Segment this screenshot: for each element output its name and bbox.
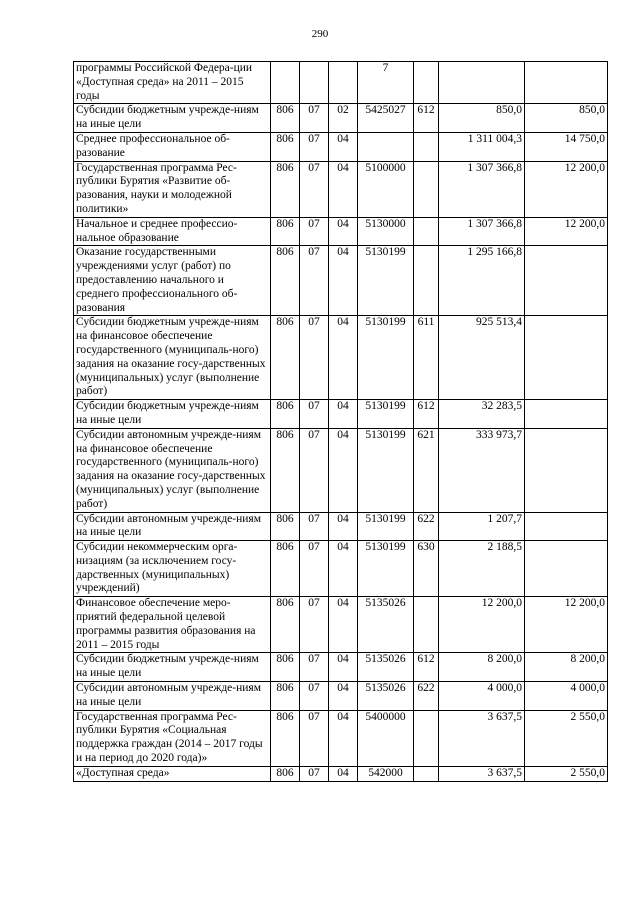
expense-type-cell [414, 161, 439, 217]
expense-type-cell [414, 766, 439, 781]
table-row [74, 400, 608, 429]
amount-federal-cell: 12 200,0 [525, 217, 608, 246]
section-code-cell: 07 [300, 597, 329, 653]
table-row [74, 132, 608, 161]
row-name-cell: Субсидии бюджетным учрежде-ниям на иные цели [74, 104, 271, 133]
amount-federal-cell: 14 750,0 [525, 132, 608, 161]
amount-federal-cell [525, 316, 608, 400]
section-code-cell: 07 [300, 161, 329, 217]
amount-federal-cell: 8 200,0 [525, 653, 608, 682]
department-code-cell: 806 [271, 132, 300, 161]
amount-cell: 1 307 366,8 [439, 217, 525, 246]
table-row [74, 710, 608, 766]
table-row [74, 682, 608, 711]
target-article-cell: 5130199 [358, 246, 414, 316]
section-code-cell: 07 [300, 217, 329, 246]
table-row [74, 62, 608, 104]
subsection-code-cell: 04 [329, 132, 358, 161]
target-article-cell: 5135026 [358, 653, 414, 682]
subsection-code-cell: 04 [329, 597, 358, 653]
row-name-cell: Субсидии бюджетным учрежде-ниям на иные цели [74, 653, 271, 682]
row-name-cell: программы Российской Федера-ции «Доступная среда» на 2011 – 2015 годы [74, 62, 271, 104]
department-code-cell: 806 [271, 653, 300, 682]
table-row [74, 428, 608, 512]
row-name-cell: Субсидии автономным учрежде-ниям на иные цели [74, 512, 271, 541]
amount-federal-cell: 850,0 [525, 104, 608, 133]
section-code-cell [300, 62, 329, 104]
target-article-cell: 5130199 [358, 541, 414, 597]
row-name-cell: Субсидии бюджетным учрежде-ниям на иные цели [74, 400, 271, 429]
expense-type-cell [414, 62, 439, 104]
subsection-code-cell: 04 [329, 161, 358, 217]
target-article-cell: 5135026 [358, 597, 414, 653]
table-row [74, 597, 608, 653]
department-code-cell: 806 [271, 428, 300, 512]
table-row [74, 512, 608, 541]
subsection-code-cell: 04 [329, 512, 358, 541]
row-name-cell: Государственная программа Рес-публики Бурятия «Социальная поддержка граждан (2014 – 2017 годы и на период до 2020 года)» [74, 710, 271, 766]
subsection-code-cell: 04 [329, 246, 358, 316]
table-row [74, 541, 608, 597]
department-code-cell: 806 [271, 710, 300, 766]
subsection-code-cell: 04 [329, 710, 358, 766]
subsection-code-cell: 04 [329, 766, 358, 781]
target-article-cell: 5130000 [358, 217, 414, 246]
amount-cell: 1 207,7 [439, 512, 525, 541]
table-row [74, 161, 608, 217]
expense-type-cell [414, 217, 439, 246]
expense-type-cell [414, 710, 439, 766]
row-name-cell: Оказание государственными учреждениями услуг (работ) по предоставлению начального и среднего профессионального об-разования [74, 246, 271, 316]
row-name-cell: Среднее профессиональное об-разование [74, 132, 271, 161]
section-code-cell: 07 [300, 710, 329, 766]
department-code-cell: 806 [271, 104, 300, 133]
amount-federal-cell [525, 62, 608, 104]
expense-type-cell: 612 [414, 653, 439, 682]
row-name-cell: Государственная программа Рес-публики Бурятия «Развитие об-разования, науки и молодежной политики» [74, 161, 271, 217]
target-article-cell [358, 132, 414, 161]
section-code-cell: 07 [300, 512, 329, 541]
table-row [74, 653, 608, 682]
budget-table [73, 61, 608, 782]
expense-type-cell [414, 132, 439, 161]
subsection-code-cell: 02 [329, 104, 358, 133]
target-article-cell: 5130199 [358, 512, 414, 541]
amount-federal-cell: 12 200,0 [525, 161, 608, 217]
amount-cell: 4 000,0 [439, 682, 525, 711]
expense-type-cell [414, 597, 439, 653]
amount-cell: 1 295 166,8 [439, 246, 525, 316]
target-article-cell: 5400000 [358, 710, 414, 766]
row-name-cell: Начальное и среднее профессио-нальное образование [74, 217, 271, 246]
amount-federal-cell [525, 400, 608, 429]
table-row [74, 217, 608, 246]
amount-federal-cell [525, 246, 608, 316]
section-code-cell: 07 [300, 246, 329, 316]
row-name-cell: Субсидии некоммерческим орга-низациям (за исключением госу-дарственных (муниципальных) учреждений) [74, 541, 271, 597]
amount-federal-cell: 4 000,0 [525, 682, 608, 711]
amount-cell: 3 637,5 [439, 710, 525, 766]
table-row [74, 246, 608, 316]
department-code-cell: 806 [271, 400, 300, 429]
amount-cell: 3 637,5 [439, 766, 525, 781]
subsection-code-cell: 04 [329, 428, 358, 512]
amount-cell: 1 311 004,3 [439, 132, 525, 161]
expense-type-cell: 621 [414, 428, 439, 512]
section-code-cell: 07 [300, 541, 329, 597]
target-article-cell: 542000 [358, 766, 414, 781]
amount-cell: 12 200,0 [439, 597, 525, 653]
amount-cell [439, 62, 525, 104]
expense-type-cell: 612 [414, 400, 439, 429]
section-code-cell: 07 [300, 682, 329, 711]
subsection-code-cell: 04 [329, 682, 358, 711]
department-code-cell: 806 [271, 161, 300, 217]
expense-type-cell: 630 [414, 541, 439, 597]
section-code-cell: 07 [300, 428, 329, 512]
row-name-cell: Субсидии автономным учрежде-ниям на финансовое обеспечение государственного (муниципаль-ного) задания на оказание госу-дарственных (муниципальных) услуг (выполнение работ) [74, 428, 271, 512]
expense-type-cell: 622 [414, 512, 439, 541]
subsection-code-cell [329, 62, 358, 104]
expense-type-cell: 622 [414, 682, 439, 711]
section-code-cell: 07 [300, 104, 329, 133]
subsection-code-cell: 04 [329, 541, 358, 597]
subsection-code-cell: 04 [329, 316, 358, 400]
section-code-cell: 07 [300, 132, 329, 161]
page-number: 290 [311, 28, 329, 40]
section-code-cell: 07 [300, 316, 329, 400]
target-article-cell: 5100000 [358, 161, 414, 217]
amount-cell: 925 513,4 [439, 316, 525, 400]
section-code-cell: 07 [300, 400, 329, 429]
amount-cell: 32 283,5 [439, 400, 525, 429]
target-article-cell: 5130199 [358, 316, 414, 400]
department-code-cell: 806 [271, 217, 300, 246]
table-row [74, 104, 608, 133]
department-code-cell: 806 [271, 316, 300, 400]
expense-type-cell: 611 [414, 316, 439, 400]
target-article-cell: 5425027 [358, 104, 414, 133]
amount-cell: 8 200,0 [439, 653, 525, 682]
row-name-cell: Субсидии бюджетным учрежде-ниям на финансовое обеспечение государственного (муниципаль-ного) задания на оказание госу-дарственных (муниципальных) услуг (выполнение работ) [74, 316, 271, 400]
target-article-cell: 7 [358, 62, 414, 104]
amount-cell: 333 973,7 [439, 428, 525, 512]
table-row [74, 766, 608, 781]
department-code-cell: 806 [271, 541, 300, 597]
amount-cell: 1 307 366,8 [439, 161, 525, 217]
expense-type-cell: 612 [414, 104, 439, 133]
target-article-cell: 5130199 [358, 428, 414, 512]
target-article-cell: 5130199 [358, 400, 414, 429]
amount-federal-cell: 2 550,0 [525, 766, 608, 781]
amount-cell: 2 188,5 [439, 541, 525, 597]
row-name-cell: Субсидии автономным учрежде-ниям на иные цели [74, 682, 271, 711]
department-code-cell [271, 62, 300, 104]
table-body [74, 62, 608, 782]
subsection-code-cell: 04 [329, 653, 358, 682]
department-code-cell: 806 [271, 597, 300, 653]
department-code-cell: 806 [271, 246, 300, 316]
amount-federal-cell [525, 428, 608, 512]
row-name-cell: Финансовое обеспечение меро-приятий федеральной целевой программы развития образования на 2011 – 2015 годы [74, 597, 271, 653]
target-article-cell: 5135026 [358, 682, 414, 711]
section-code-cell: 07 [300, 766, 329, 781]
subsection-code-cell: 04 [329, 217, 358, 246]
amount-federal-cell [525, 512, 608, 541]
amount-federal-cell: 12 200,0 [525, 597, 608, 653]
department-code-cell: 806 [271, 512, 300, 541]
amount-federal-cell: 2 550,0 [525, 710, 608, 766]
department-code-cell: 806 [271, 682, 300, 711]
section-code-cell: 07 [300, 653, 329, 682]
amount-cell: 850,0 [439, 104, 525, 133]
department-code-cell: 806 [271, 766, 300, 781]
table-row [74, 316, 608, 400]
expense-type-cell [414, 246, 439, 316]
amount-federal-cell [525, 541, 608, 597]
row-name-cell: «Доступная среда» [74, 766, 271, 781]
subsection-code-cell: 04 [329, 400, 358, 429]
